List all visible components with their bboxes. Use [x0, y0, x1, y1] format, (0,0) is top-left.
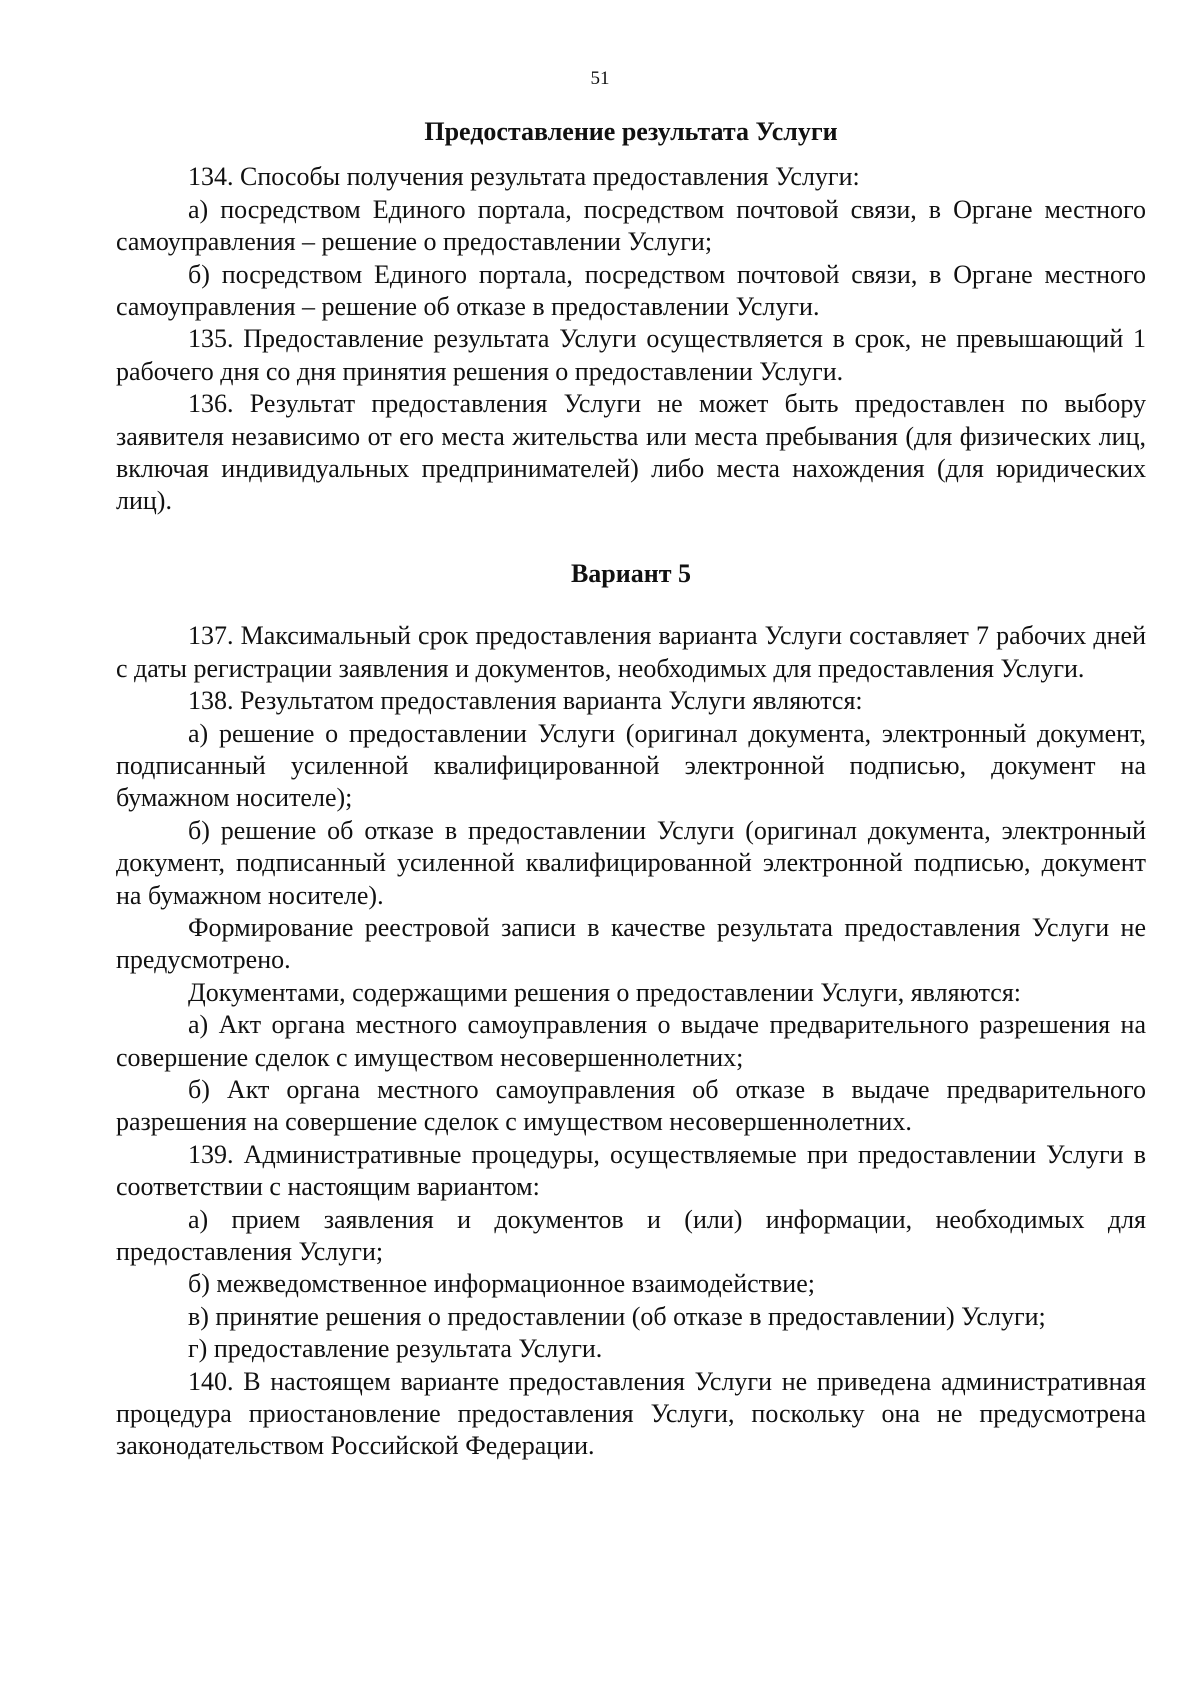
section-heading: Предоставление результата Услуги	[424, 117, 838, 146]
page-number: 51	[590, 68, 610, 89]
paragraph-138-a: а) решение о предоставлении Услуги (оригинал документа, электронный документ, подписанный усиленной квалифицированной электронной подписью, документ на бумажном носителе);	[116, 718, 1146, 813]
paragraph-140: 140. В настоящем варианте предоставления Услуги не приведена административная процедура приостановление предоставления Услуги, поскольку она не предусмотрена законодательством Российской Федерации.	[116, 1366, 1146, 1461]
paragraph-139-b: б) межведомственное информационное взаимодействие;	[188, 1269, 815, 1299]
paragraph-decision-documents-a: а) Акт органа местного самоуправления о выдаче предварительного разрешения на совершение сделок с имуществом несовершеннолетних;	[116, 1010, 1146, 1072]
paragraph-134-a: а) посредством Единого портала, посредством почтовой связи, в Органе местного самоуправления – решение о предоставлении Услуги;	[116, 194, 1146, 257]
paragraph-136: 136. Результат предоставления Услуги не может быть предоставлен по выбору заявителя независимо от его места жительства или места пребывания (для физических лиц, включая индивидуальных предпринимателей) либо места нахождения (для юридических лиц).	[116, 389, 1146, 516]
variant-heading: Вариант 5	[570, 558, 692, 588]
paragraph-134-b: б) посредством Единого портала, посредством почтовой связи, в Органе местного самоуправления – решение об отказе в предоставлении Услуги.	[116, 259, 1146, 322]
paragraph-137: 137. Максимальный срок предоставления варианта Услуги составляет 7 рабочих дней с даты регистрации заявления и документов, необходимых для предоставления Услуги.	[116, 621, 1146, 683]
document-body	[116, 116, 1146, 1463]
paragraph-139-g: г) предоставление результата Услуги.	[188, 1334, 603, 1364]
paragraph-139: 139. Административные процедуры, осуществляемые при предоставлении Услуги в соответствии с настоящим вариантом:	[116, 1139, 1146, 1202]
paragraph-decision-documents-b: б) Акт органа местного самоуправления об отказе в выдаче предварительного разрешения на совершение сделок с имуществом несовершеннолетних.	[116, 1074, 1146, 1137]
paragraph-decision-documents: Документами, содержащими решения о предоставлении Услуги, являются:	[188, 977, 1022, 1007]
paragraph-135: 135. Предоставление результата Услуги осуществляется в срок, не превышающий 1 рабочего дня со дня принятия решения о предоставлении Услуги.	[116, 324, 1146, 386]
paragraph-139-v: в) принятие решения о предоставлении (об отказе в предоставлении) Услуги;	[188, 1301, 1046, 1331]
paragraph-138-b: б) решение об отказе в предоставлении Услуги (оригинал документа, электронный документ, подписанный усиленной квалифицированной электронной подписью, документ на бумажном носителе).	[116, 815, 1146, 910]
paragraph-139-a: а) прием заявления и документов и (или) информации, необходимых для предоставления Услуги;	[116, 1204, 1146, 1266]
paragraph-134: 134. Способы получения результата предоставления Услуги:	[188, 162, 860, 192]
paragraph-138: 138. Результатом предоставления варианта Услуги являются:	[188, 686, 863, 716]
paragraph-registry-record: Формирование реестровой записи в качестве результата предоставления Услуги не предусмотрено.	[116, 912, 1146, 975]
